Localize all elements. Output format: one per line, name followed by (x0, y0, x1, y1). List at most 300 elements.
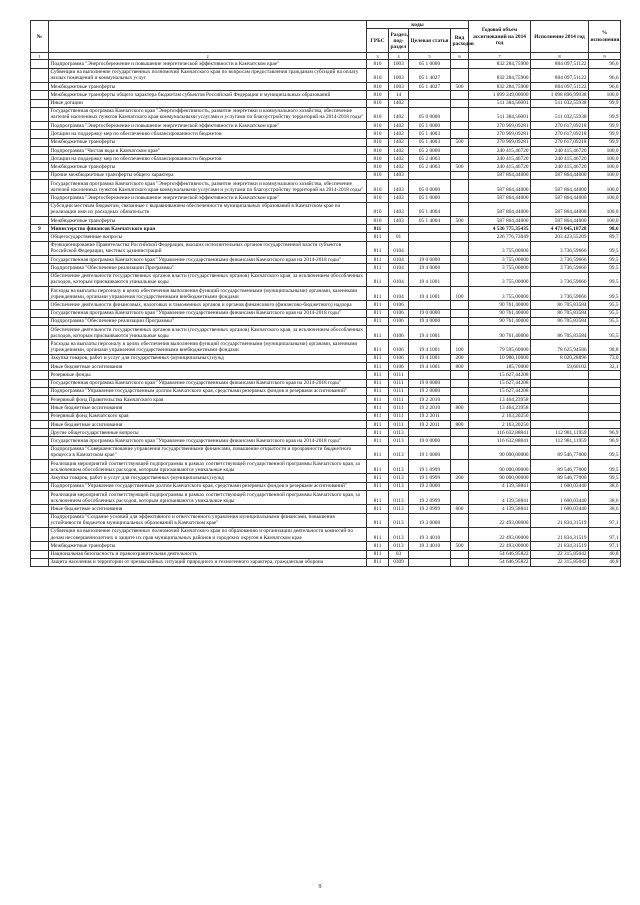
row-execution-percent: 73,0 (589, 354, 621, 362)
row-target-article: 05 1 4003 (409, 130, 451, 138)
row-grbs: 811 (367, 474, 389, 482)
row-name: Иные бюджетные ассигнования (49, 505, 367, 513)
table-row (31, 138, 621, 146)
page-number: 9 (318, 884, 322, 890)
row-executed-amount: 112 981,11959 (531, 429, 589, 437)
row-expense-type (451, 412, 469, 420)
row-grbs: 811 (367, 460, 389, 474)
row-expense-type (451, 264, 469, 272)
row-planned-amount: 240 415,46720 (469, 155, 531, 163)
row-grbs: 811 (367, 241, 389, 255)
row-razdel: 0104 (389, 241, 409, 255)
row-grbs: 810 (367, 216, 389, 224)
row-name: Государственная программа Камчатского края "Энергоэффективность, развитие энергетики и коммунального хозяйства, обеспечение жителей населенных пунктов Камчатского края коммунальными услугами и услугами по благоустройству территорий на 2014-2018 годы" (49, 180, 367, 194)
row-target-article: 05 0 0000 (409, 107, 451, 121)
row-execution-percent: 99,5 (589, 241, 621, 255)
row-target-article (409, 233, 451, 241)
row-executed-amount: 587 864,44000 (531, 171, 589, 179)
row-executed-amount: 203 423,55209 (531, 233, 589, 241)
row-execution-percent: 100,0 (589, 91, 621, 99)
row-grbs: 811 (367, 429, 389, 437)
row-number (31, 163, 49, 171)
row-expense-type (451, 527, 469, 541)
row-planned-amount: 270 969,09281 (469, 130, 531, 138)
row-executed-amount: 1 600,03440 (531, 490, 589, 504)
row-razdel: 0104 (389, 286, 409, 300)
row-name: Субсидии местным бюджетам, связанные с выравниванием обеспеченности муниципальных образований в Камчатском крае по реализации ими их расходных обязательств (49, 202, 367, 216)
row-expense-type: 100 (451, 286, 469, 300)
row-executed-amount (531, 379, 589, 387)
row-razdel: 0104 (389, 272, 409, 286)
row-number (31, 429, 49, 437)
row-target-article: 19 4 1001 (409, 272, 451, 286)
row-execution-percent (589, 396, 621, 404)
row-planned-amount: 587 864,44000 (469, 180, 531, 194)
row-name: Межбюджетные трансферты (49, 216, 367, 224)
column-number: 3 (367, 53, 389, 60)
row-target-article: 19 2 0000 (409, 482, 451, 490)
row-executed-amount: 4 473 045,18728 (531, 225, 589, 233)
table-row (31, 412, 621, 420)
row-planned-amount: 185,70000 (469, 363, 531, 371)
row-grbs: 811 (367, 396, 389, 404)
row-expense-type (451, 301, 469, 309)
table-row (31, 340, 621, 354)
row-executed-amount (531, 387, 589, 395)
table-row (31, 317, 621, 325)
row-name: Подпрограмма "Энергосбережение и повышение энергетической эффективности в Камчатском крае" (49, 122, 367, 130)
row-execution-percent: 95,5 (589, 301, 621, 309)
row-grbs: 811 (367, 505, 389, 513)
row-target-article: 19 0 0000 (409, 256, 451, 264)
row-executed-amount: 240 415,46720 (531, 146, 589, 154)
row-execution-percent: 97,1 (589, 542, 621, 550)
row-executed-amount: 3 736,59666 (531, 256, 589, 264)
row-name: Межбюджетные трансферты (49, 542, 367, 550)
row-expense-type: 200 (451, 474, 469, 482)
table-row (31, 60, 621, 68)
row-number (31, 301, 49, 309)
row-executed-amount (531, 396, 589, 404)
row-planned-amount: 3 755,00000 (469, 272, 531, 286)
row-target-article (409, 99, 451, 107)
row-grbs: 811 (367, 387, 389, 395)
row-grbs: 811 (367, 404, 389, 412)
row-target-article: 19 2 0999 (409, 490, 451, 504)
row-target-article: 19 3 4010 (409, 542, 451, 550)
column-number-row (31, 53, 621, 60)
row-name: Иные бюджетные ассигнования (49, 404, 367, 412)
row-grbs: 811 (367, 482, 389, 490)
row-name: Субвенции на выполнение государственных полномочий Камчатского края по образованию и организации деятельности комиссий по делам несовершеннолетних и защите их прав муниципальных районов и городских округов в Камчатском крае (49, 527, 367, 541)
row-planned-amount: 79 595,60000 (469, 340, 531, 354)
row-razdel (389, 225, 409, 233)
row-razdel: 0111 (389, 404, 409, 412)
row-planned-amount: 90 000,00000 (469, 445, 531, 459)
row-razdel: 0113 (389, 527, 409, 541)
row-executed-amount: 511 032,55938 (531, 99, 589, 107)
row-grbs: 810 (367, 68, 389, 82)
row-name: Подпрограмма "Управление государственным долгом Камчатского края, средствами резервных фондов и резервами ассигнований" (49, 482, 367, 490)
row-target-article: 05 1 0000 (409, 60, 451, 68)
row-name: Межбюджетные трансферты (49, 163, 367, 171)
row-grbs: 811 (367, 317, 389, 325)
row-name: Закупка товаров, работ и услуг для государственных (муниципальных) нужд (49, 354, 367, 362)
row-expense-type (451, 396, 469, 404)
row-executed-amount: 89 546,77000 (531, 474, 589, 482)
row-execution-percent: 99,5 (589, 474, 621, 482)
row-name: Иные бюджетные ассигнования (49, 363, 367, 371)
row-executed-amount: 270 617,09218 (531, 138, 589, 146)
row-grbs: 810 (367, 171, 389, 179)
table-row (31, 309, 621, 317)
row-razdel: 0106 (389, 363, 409, 371)
row-grbs: 811 (367, 412, 389, 420)
row-razdel: 0113 (389, 445, 409, 459)
row-execution-percent: 40,8 (589, 558, 621, 566)
table-row (31, 233, 621, 241)
row-name: Субвенции на выполнение государственных полномочий Камчатского края по вопросам предоставления гражданам субсидий на оплату жилых помещений и коммунальных услуг (49, 68, 367, 82)
row-execution-percent (589, 404, 621, 412)
row-name: Подпрограмма "Совершенствование управления государственными финансами, повышение открытости и прозрачности бюджетного процесса в Камчатском крае" (49, 445, 367, 459)
row-execution-percent: 100,0 (589, 202, 621, 216)
row-number (31, 256, 49, 264)
row-execution-percent: 96,6 (589, 68, 621, 82)
row-grbs: 810 (367, 138, 389, 146)
row-planned-amount: 54 646,95822 (469, 550, 531, 558)
row-planned-amount: 1 099 249,00000 (469, 91, 531, 99)
row-executed-amount: 587 864,44000 (531, 194, 589, 202)
row-execution-percent: 100,0 (589, 146, 621, 154)
row-razdel: 1402 (389, 138, 409, 146)
row-expense-type: 200 (451, 354, 469, 362)
row-grbs: 811 (367, 340, 389, 354)
row-expense-type (451, 272, 469, 286)
row-expense-type (451, 60, 469, 68)
header-codes: коды (367, 21, 469, 29)
row-planned-amount: 90 000,00000 (469, 460, 531, 474)
row-number (31, 527, 49, 541)
row-planned-amount: 90 000,00000 (469, 474, 531, 482)
row-planned-amount: 3 755,00000 (469, 264, 531, 272)
row-grbs: 811 (367, 264, 389, 272)
row-target-article: 19 0 0000 (409, 309, 451, 317)
row-number (31, 482, 49, 490)
row-execution-percent: 99,5 (589, 272, 621, 286)
row-name: Государственная программа Камчатского края "Управление государственными финансами Камчатского края на 2014-2018 годы" (49, 256, 367, 264)
row-grbs: 811 (367, 233, 389, 241)
row-name: Реализация мероприятий соответствующей подпрограммы в рамках соответствующей государственной программы Камчатского края, за исключением обособленных расходов, которым присваиваются уникальные коды (49, 490, 367, 504)
row-number (31, 317, 49, 325)
row-razdel: 0111 (389, 420, 409, 428)
header-num: № (31, 21, 49, 53)
row-execution-percent: 99,9 (589, 130, 621, 138)
row-planned-amount: 13 464,23958 (469, 404, 531, 412)
header-razdel: Раздел, под-раздел (389, 29, 409, 53)
row-executed-amount: 804 097,51122 (531, 68, 589, 82)
column-number: 6 (451, 53, 469, 60)
header-cel: Целевая статья (409, 29, 451, 53)
row-planned-amount: 270 969,09281 (469, 138, 531, 146)
row-target-article (409, 301, 451, 309)
row-name: Министерство финансов Камчатского края (49, 225, 367, 233)
row-expense-type (451, 225, 469, 233)
row-target-article: 05 1 4027 (409, 68, 451, 82)
row-number (31, 107, 49, 121)
row-razdel: 0309 (389, 558, 409, 566)
row-target-article: 19 4 1001 (409, 340, 451, 354)
row-execution-percent: 40,8 (589, 550, 621, 558)
table-row (31, 445, 621, 459)
row-grbs: 810 (367, 146, 389, 154)
row-name: Межбюджетные трансферты (49, 83, 367, 91)
row-number (31, 202, 49, 216)
row-grbs: 810 (367, 99, 389, 107)
row-planned-amount: 3 755,00000 (469, 286, 531, 300)
row-name: Обеспечение деятельности финансовых, налоговых и таможенных органов и органов финансового (финансово-бюджетного) надзора (49, 301, 367, 309)
row-execution-percent: 95,5 (589, 317, 621, 325)
table-row (31, 387, 621, 395)
row-target-article: 19 4 0000 (409, 264, 451, 272)
row-execution-percent: 99,9 (589, 138, 621, 146)
table-row (31, 194, 621, 202)
row-planned-amount: 587 864,44000 (469, 202, 531, 216)
row-expense-type (451, 241, 469, 255)
row-target-article (409, 429, 451, 437)
row-target-article: 19 4 1001 (409, 326, 451, 340)
row-planned-amount: 240 415,46720 (469, 146, 531, 154)
row-target-article: 19 0 0000 (409, 437, 451, 445)
row-expense-type: 800 (451, 363, 469, 371)
table-row (31, 130, 621, 138)
header-grbs: ГРБС (367, 29, 389, 53)
row-execution-percent: 100,0 (589, 180, 621, 194)
row-execution-percent: 99,5 (589, 460, 621, 474)
row-target-article: 19 2 2011 (409, 420, 451, 428)
row-name: Подпрограмма "Энергосбережение и повышение энергетической эффективности в Камчатском крае" (49, 60, 367, 68)
row-target-article: 05 2 4003 (409, 163, 451, 171)
row-name: Иные бюджетные ассигнования (49, 420, 367, 428)
row-name: Обеспечение деятельности государственных органов власти (государственных органов) Камчатского края, за исключением обособленных расходов, которым присваиваются уникальные коды (49, 272, 367, 286)
row-target-article: 05 1 4004 (409, 202, 451, 216)
row-execution-percent: 38,6 (589, 490, 621, 504)
table-row (31, 513, 621, 527)
row-name: Расходы на выплаты персоналу в целях обеспечения выполнения функций государственными (муниципальными) органами, казенными учреждениями, органами управления государственными внебюджетными фондами (49, 340, 367, 354)
row-expense-type (451, 233, 469, 241)
row-target-article: 05 1 4003 (409, 138, 451, 146)
row-expense-type: 800 (451, 404, 469, 412)
row-execution-percent: 99,5 (589, 445, 621, 459)
row-number (31, 445, 49, 459)
row-grbs: 811 (367, 354, 389, 362)
row-execution-percent: 96,9 (589, 437, 621, 445)
row-expense-type (451, 309, 469, 317)
row-grbs: 811 (367, 286, 389, 300)
row-number (31, 542, 49, 550)
row-razdel: 0106 (389, 309, 409, 317)
row-grbs: 811 (367, 420, 389, 428)
row-razdel: 0113 (389, 429, 409, 437)
row-number (31, 460, 49, 474)
row-target-article (409, 91, 451, 99)
row-executed-amount (531, 371, 589, 379)
row-expense-type (451, 155, 469, 163)
row-executed-amount: 112 981,11959 (531, 437, 589, 445)
row-executed-amount: 86 705,83584 (531, 301, 589, 309)
row-number (31, 404, 49, 412)
row-execution-percent: 99,5 (589, 286, 621, 300)
header-name (49, 21, 367, 53)
table-row (31, 264, 621, 272)
row-target-article: 19 2 0000 (409, 387, 451, 395)
table-row (31, 404, 621, 412)
table-row (31, 202, 621, 216)
row-executed-amount: 86 705,83584 (531, 309, 589, 317)
row-execution-percent: 96,9 (589, 429, 621, 437)
table-row (31, 272, 621, 286)
row-grbs: 810 (367, 163, 389, 171)
row-razdel: 0104 (389, 264, 409, 272)
row-planned-amount: 22 493,00000 (469, 513, 531, 527)
row-grbs: 811 (367, 326, 389, 340)
row-number (31, 505, 49, 513)
row-execution-percent: 38,6 (589, 482, 621, 490)
row-planned-amount: 116 632,88841 (469, 429, 531, 437)
row-grbs: 811 (367, 513, 389, 527)
row-name: Другие общегосударственные вопросы (49, 429, 367, 437)
row-number (31, 138, 49, 146)
document-page (30, 20, 620, 567)
row-name: Резервный фонд Правительства Камчатского края (49, 396, 367, 404)
row-expense-type (451, 122, 469, 130)
row-number (31, 354, 49, 362)
row-executed-amount: 511 032,55938 (531, 107, 589, 121)
row-name: Защита населения и территории от чрезвычайных ситуаций природного и техногенного характера, гражданская оборона (49, 558, 367, 566)
row-execution-percent: 95,5 (589, 326, 621, 340)
row-execution-percent: 99,5 (589, 264, 621, 272)
column-number: 2 (49, 53, 367, 60)
row-grbs: 811 (367, 558, 389, 566)
row-planned-amount: 22 493,00000 (469, 542, 531, 550)
row-expense-type: 500 (451, 542, 469, 550)
row-execution-percent: 97,1 (589, 513, 621, 527)
row-target-article: 05 1 4027 (409, 83, 451, 91)
row-number: 9 (31, 225, 49, 233)
row-expense-type: 500 (451, 83, 469, 91)
row-number (31, 68, 49, 82)
row-planned-amount: 4 536 775,35435 (469, 225, 531, 233)
table-row (31, 550, 621, 558)
row-razdel: 1403 (389, 180, 409, 194)
row-execution-percent: 96,6 (589, 83, 621, 91)
row-name: Иные дотации (49, 99, 367, 107)
row-target-article: 19 1 0999 (409, 460, 451, 474)
row-executed-amount: 240 415,46720 (531, 163, 589, 171)
column-number: 5 (409, 53, 451, 60)
row-expense-type (451, 482, 469, 490)
row-number (31, 550, 49, 558)
row-planned-amount: 15 627,44208 (469, 387, 531, 395)
row-razdel: 01 (389, 233, 409, 241)
row-razdel: 14 (389, 91, 409, 99)
row-execution-percent: 98,8 (589, 340, 621, 354)
row-planned-amount: 10 980,10000 (469, 354, 531, 362)
row-name: Подпрограмма "Создание условий для эффективного и ответственного управления муниципальными финансами, повышения устойчивости бюджетов муниципальных образований в Камчатском крае" (49, 513, 367, 527)
row-number (31, 326, 49, 340)
row-executed-amount: 587 864,44000 (531, 180, 589, 194)
row-razdel: 1402 (389, 107, 409, 121)
row-number (31, 180, 49, 194)
row-grbs: 811 (367, 490, 389, 504)
row-executed-amount: 86 705,83584 (531, 317, 589, 325)
row-planned-amount: 587 864,44000 (469, 171, 531, 179)
table-row (31, 163, 621, 171)
row-number (31, 286, 49, 300)
row-expense-type (451, 513, 469, 527)
table-row (31, 363, 621, 371)
row-number (31, 340, 49, 354)
row-executed-amount: 22 315,85042 (531, 558, 589, 566)
row-name: Резервный фонд Камчатского края (49, 412, 367, 420)
row-planned-amount: 832 284,75900 (469, 60, 531, 68)
row-planned-amount: 4 139,58841 (469, 505, 531, 513)
row-number (31, 146, 49, 154)
row-expense-type (451, 171, 469, 179)
row-number (31, 474, 49, 482)
row-expense-type (451, 387, 469, 395)
row-name: Подпрограмма "Обеспечение реализации Программы" (49, 264, 367, 272)
row-razdel: 1403 (389, 171, 409, 179)
row-target-article: 19 2 0999 (409, 505, 451, 513)
row-target-article: 05 1 0000 (409, 194, 451, 202)
row-planned-amount: 54 646,95822 (469, 558, 531, 566)
row-target-article: 19 3 4010 (409, 527, 451, 541)
row-executed-amount: 21 834,31519 (531, 527, 589, 541)
row-planned-amount: 2 163,20250 (469, 412, 531, 420)
row-name: Межбюджетные трансферты (49, 138, 367, 146)
table-row (31, 437, 621, 445)
row-razdel: 0106 (389, 301, 409, 309)
row-execution-percent (589, 371, 621, 379)
row-execution-percent (589, 379, 621, 387)
row-name: Общегосударственные вопросы (49, 233, 367, 241)
header-vid: Вид расходов (451, 29, 469, 53)
table-row (31, 171, 621, 179)
row-planned-amount: 587 864,44000 (469, 194, 531, 202)
row-target-article: 19 0 0000 (409, 379, 451, 387)
table-row (31, 83, 621, 91)
row-razdel: 0106 (389, 326, 409, 340)
row-number (31, 379, 49, 387)
row-name: Межбюджетные трансферты общего характера бюджетам субъектов Российской Федерации и муниципальных образований (49, 91, 367, 99)
row-grbs: 811 (367, 363, 389, 371)
row-grbs: 811 (367, 309, 389, 317)
row-target-article: 19 4 1001 (409, 354, 451, 362)
table-row (31, 68, 621, 82)
row-grbs: 810 (367, 122, 389, 130)
row-expense-type: 500 (451, 216, 469, 224)
row-razdel: 1402 (389, 155, 409, 163)
row-planned-amount: 15 627,44208 (469, 379, 531, 387)
row-execution-percent: 99,5 (589, 256, 621, 264)
row-number (31, 412, 49, 420)
row-expense-type (451, 558, 469, 566)
row-razdel: 0111 (389, 387, 409, 395)
row-execution-percent: 99,9 (589, 99, 621, 107)
table-row (31, 301, 621, 309)
row-target-article: 19 3 0000 (409, 513, 451, 527)
row-name: Подпрограмма "Управление государственным долгом Камчатского края, средствами резервных фондов и резервами ассигнований" (49, 387, 367, 395)
